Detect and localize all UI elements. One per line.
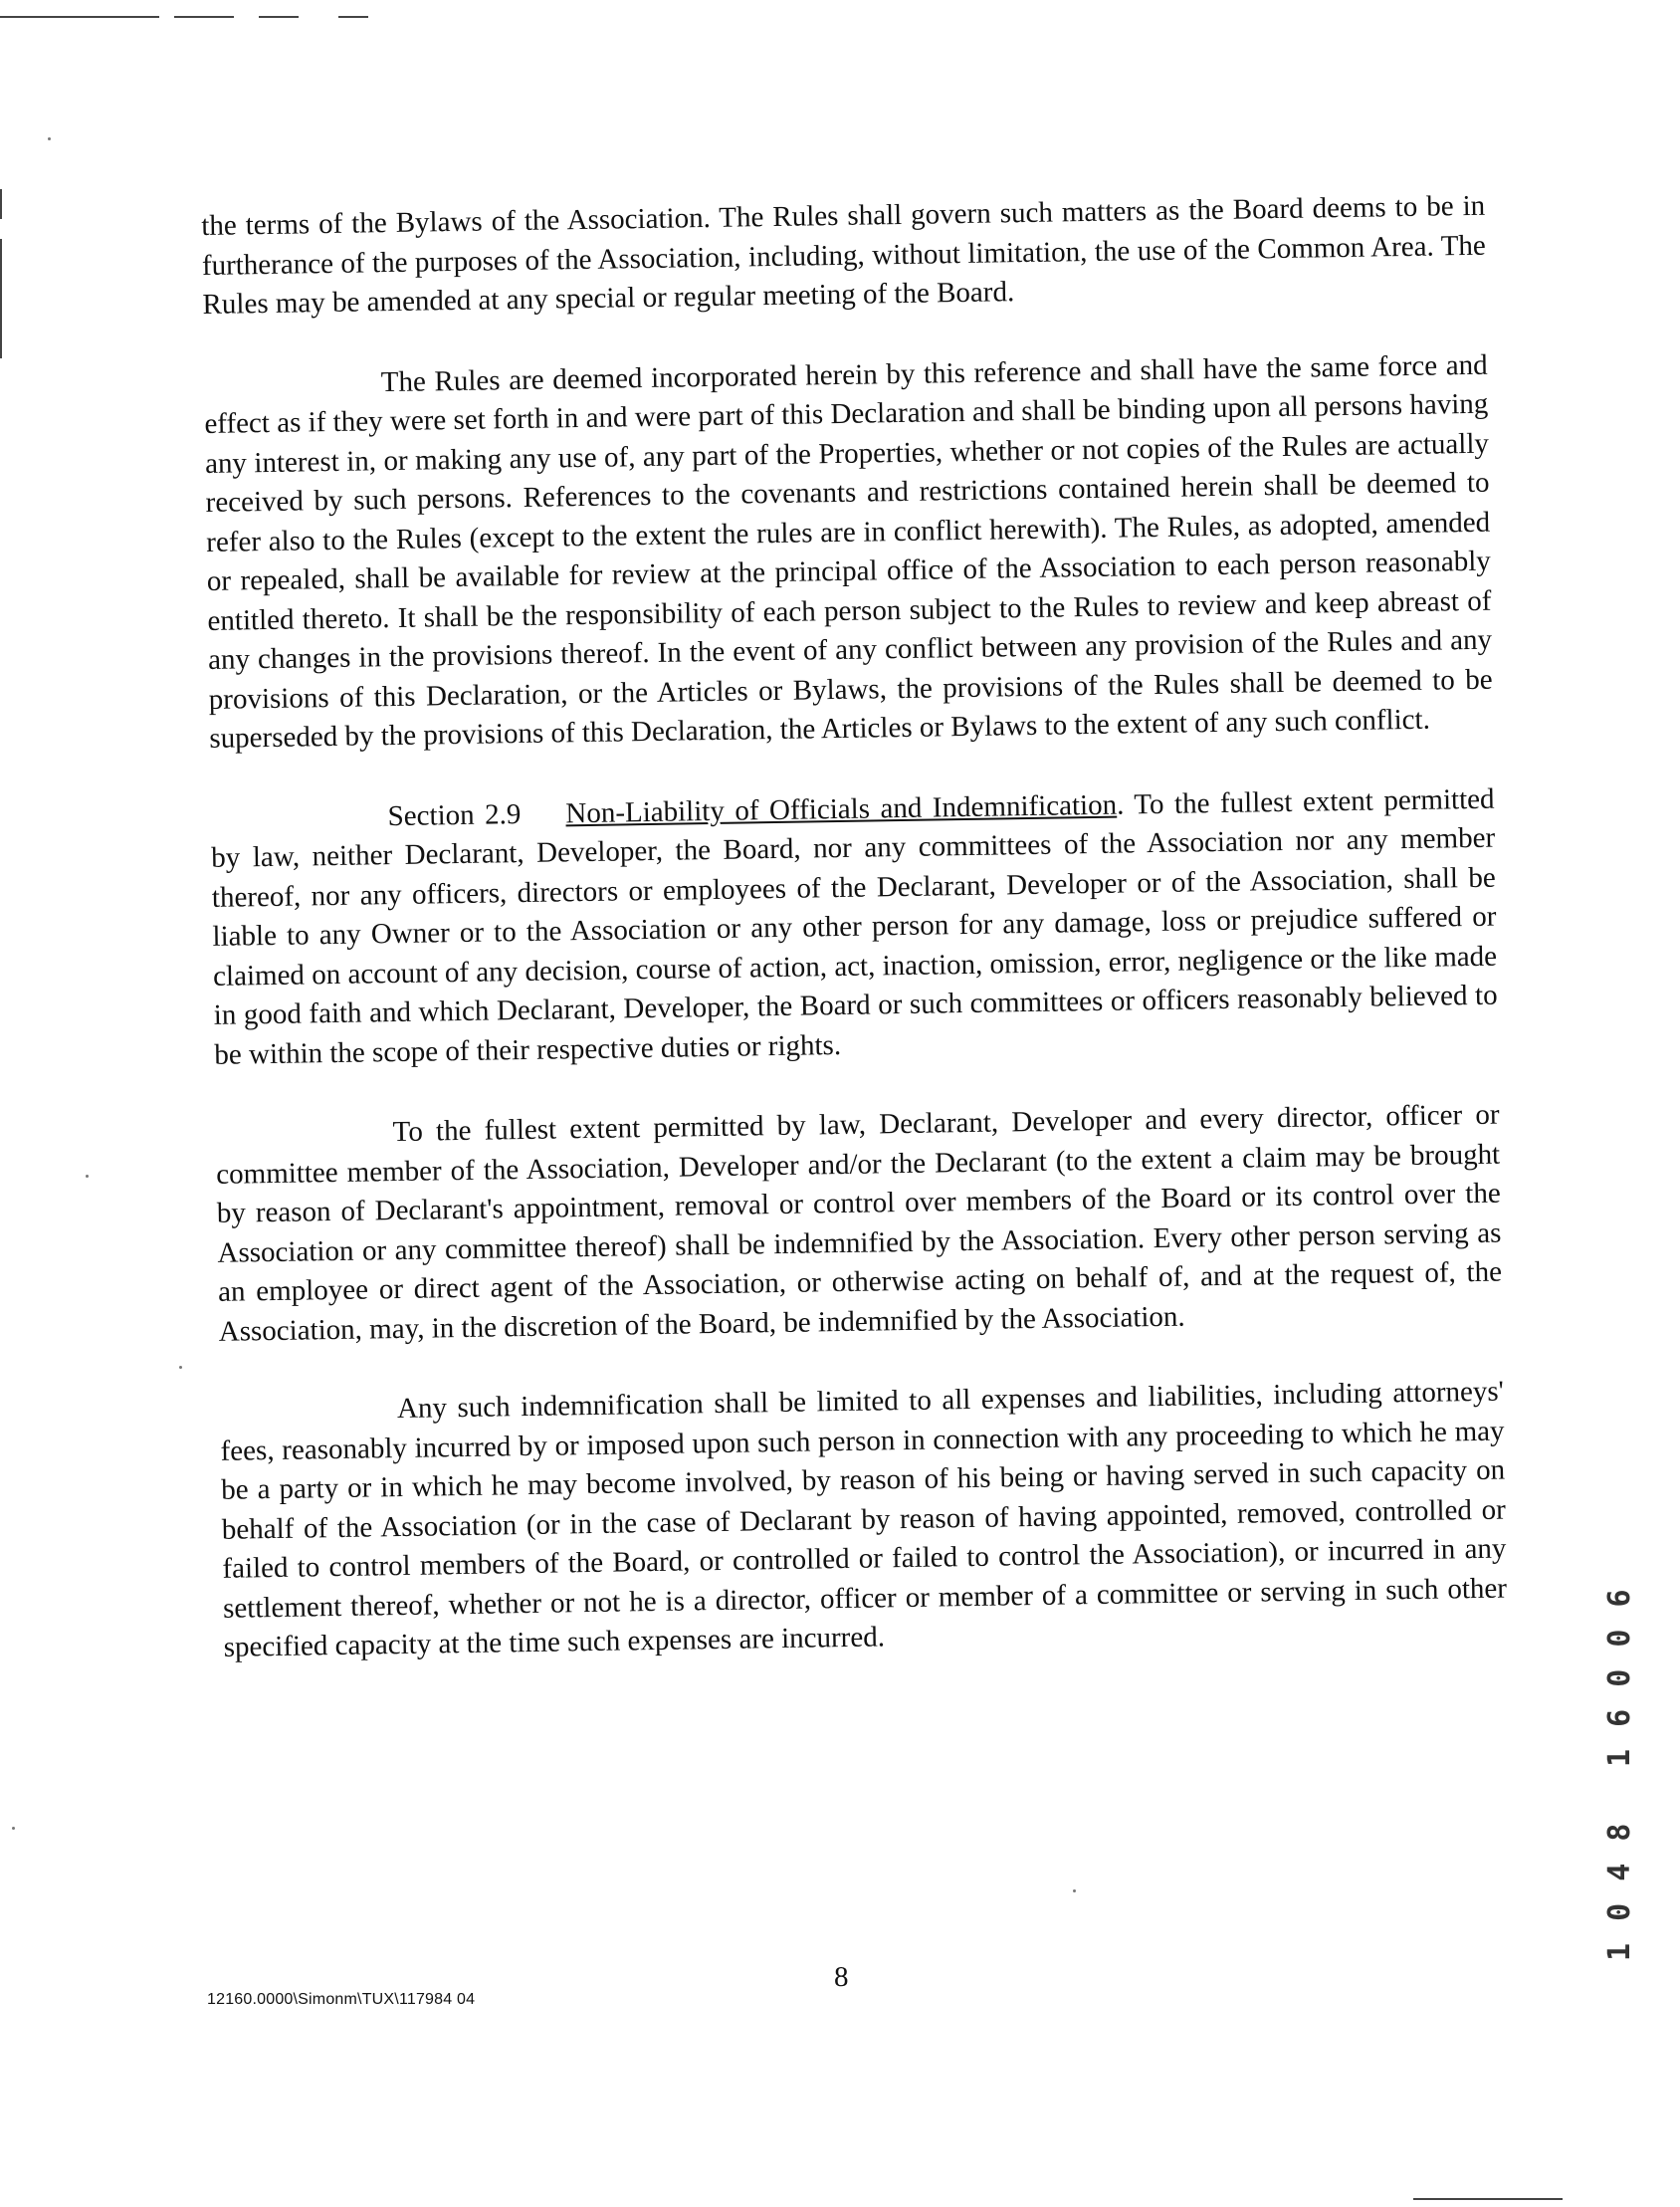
paragraph-rules-governance: [201, 187, 1487, 326]
paragraph-text: . To the fullest extent permitted by law, neither Declarant, Developer, the Board, nor any committees of the Association nor any member thereof, nor any officers, directors or employees of the Declarant, Developer or of the Association, shall be liable to any Owner or to the Association or any other person for any damage, loss or prejudice suffered or claimed on account of any decision, course of action, act, inaction, omission, error, negligence or the like made in good faith and which Declarant, Developer, the Board or such committees or officers reasonably believed to be within the scope of their respective duties or rights.: [211, 782, 1498, 1071]
scan-speck: [86, 1175, 89, 1178]
section-number: Section 2.9: [387, 797, 522, 832]
scan-artifact-bottom-line: [1413, 2198, 1563, 2200]
recording-stamp-lower: 1 0 4 8: [1602, 1821, 1637, 1962]
scan-artifact-left-mark: [0, 189, 2, 219]
scan-speck: [48, 137, 51, 140]
section-heading: Non-Liability of Officials and Indemnification: [565, 788, 1118, 829]
document-body: [201, 187, 1509, 1709]
paragraph-text: Any such indemnification shall be limited to all expenses and liabilities, including attorneys' fees, reasonably incurred by or imposed upon such person in connection with any proceeding to which he may be a party or in which he may become involved, by reason of his being or having served in such capacity on behalf of the Association (or in the case of Declarant by reason of having appointed, removed, controlled or failed to control members of the Board, or controlled or failed to control the Association), or incurred in any settlement thereof, whether or not he is a director, officer or member of a committee or serving in such other specified capacity at the time such expenses are incurred.: [220, 1375, 1508, 1663]
paragraph-text: The Rules are deemed incorporated herein by this reference and shall have the same force and effect as if they were set forth in and were part of this Declaration and shall be binding upon all persons having any interest in, or making any use of, any part of the Properties, whether or not copies of the Rules are actually received by such persons. References to the covenants and restrictions contained herein shall be deemed to refer also to the Rules (except to the extent the rules are in conflict herewith). The Rules, as adopted, amended or repealed, shall be available for review at the principal office of the Association to each person reasonably entitled thereto. It shall be the responsibility of each person subject to the Rules to review and keep abreast of any changes in the provisions thereof. In the event of any conflict between any provision of the Rules and any provisions of this Declaration, or the Articles or Bylaws, the provisions of the Rules shall be deemed to be superseded by the provisions of this Declaration, the Articles or Bylaws to the extent of any such conflict.: [204, 348, 1493, 755]
paragraph-text: the terms of the Bylaws of the Association. The Rules shall govern such matters as the Board deems to be in furtherance of the purposes of the Association, including, without limitation, the use of the Common Area. The Rules may be amended at any special or regular meeting of the Board.: [201, 189, 1487, 321]
section-2-9: [210, 779, 1498, 1075]
scan-artifact-left-mark: [0, 239, 2, 358]
scan-speck: [179, 1366, 182, 1369]
paragraph-text: To the fullest extent permitted by law, Declarant, Developer and every director, officer or committee member of the Association, Developer and/or the Declarant (to the extent a claim may be brought by reason of Declarant's appointment, removal or control over members of the Board or its control over the Association or any committee thereof) shall be indemnified by the Association. Every other person serving as an employee or direct agent of the Association, or otherwise acting on behalf of, and at the request of, the Association, may, in the discretion of the Board, be indemnified by the Association.: [216, 1098, 1503, 1348]
paragraph-indemnification-limits: [220, 1373, 1508, 1668]
scan-speck: [1073, 1889, 1076, 1892]
page-number: 8: [834, 1961, 849, 1993]
paragraph-indemnification-scope: [215, 1096, 1503, 1352]
paragraph-rules-incorporated: [204, 345, 1494, 759]
scan-speck: [12, 1827, 15, 1830]
scan-artifact-top-line: [0, 16, 368, 18]
footer-document-reference: 12160.0000\Simonm\TUX\117984 04: [207, 1991, 476, 2008]
recording-stamp-upper: 1 6 0 0 6: [1602, 1587, 1637, 1768]
